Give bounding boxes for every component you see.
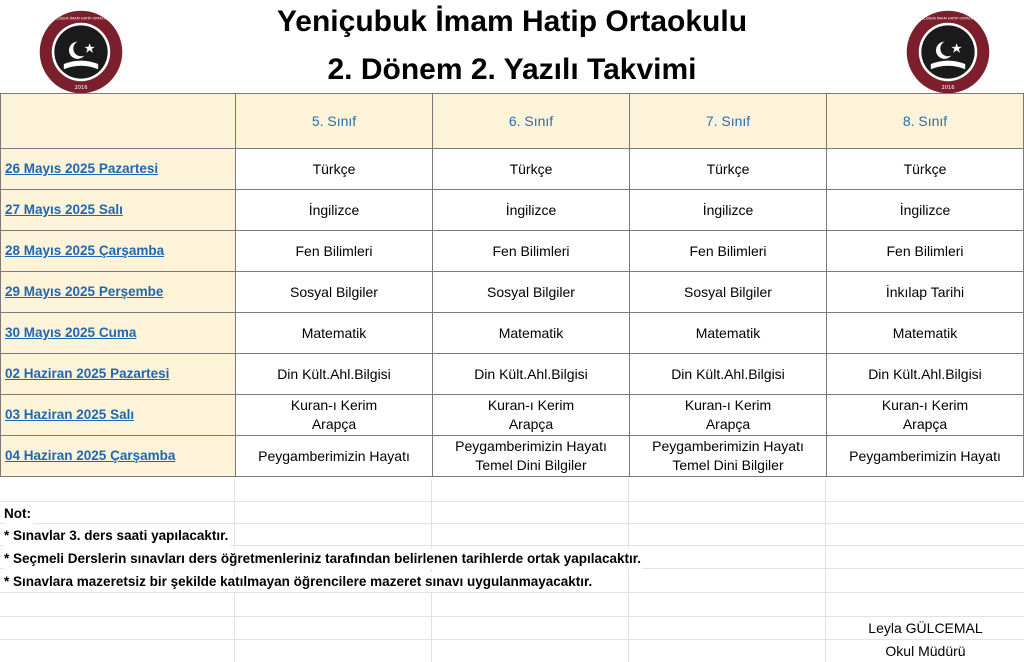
subject-name: Sosyal Bilgiler (487, 284, 575, 300)
subject-name: Fen Bilimleri (295, 243, 373, 259)
table-header-row (1, 94, 1024, 149)
exam-subject-cell (827, 231, 1024, 272)
subject-name: Peygamberimizin Hayatı (652, 438, 804, 454)
logo-ring-text: YENİÇUBUK İMAM HATİP ORTAOKULU (47, 16, 115, 21)
exam-subject-cell (630, 190, 827, 231)
grid-line (0, 616, 1024, 617)
table-row (1, 272, 1024, 313)
signature-role: Okul Müdürü (827, 641, 1024, 661)
note-item-2: * Seçmeli Derslerin sınavları ders öğretmenleriniz tarafından belirlenen tarihlerde ortak yapılacaktır. (4, 549, 643, 569)
subject-name: Temel Dini Bilgiler (475, 457, 587, 473)
exam-date-link[interactable]: 03 Haziran 2025 Salı (1, 395, 236, 436)
exam-subject-cell (827, 190, 1024, 231)
exam-subject-cell (827, 149, 1024, 190)
exam-subject-cell (433, 354, 630, 395)
exam-subject-cell (630, 313, 827, 354)
subject-name: Arapça (311, 416, 357, 432)
exam-subject-cell (236, 149, 433, 190)
exam-date-link[interactable]: 26 Mayıs 2025 Pazartesi (1, 149, 236, 190)
exam-subject-cell (630, 395, 827, 436)
note-item-3: * Sınavlara mazeretsiz bir şekilde katılmayan öğrencilere mazeret sınavı uygulanmayacaktır. (4, 572, 594, 592)
subject-name: Türkçe (903, 161, 947, 177)
subject-name: Matematik (498, 325, 564, 341)
subject-name: Peygamberimizin Hayatı (849, 448, 1001, 464)
page-subtitle: 2. Dönem 2. Yazılı Takvimi (327, 53, 697, 86)
subject-name: Temel Dini Bilgiler (672, 457, 784, 473)
table-row (1, 313, 1024, 354)
grade-header-7: 7. Sınıf (630, 94, 827, 149)
page-title: Yeniçubuk İmam Hatip Ortaokulu (276, 5, 748, 38)
subject-name: İngilizce (505, 202, 557, 218)
exam-subject-cell (236, 272, 433, 313)
table-row (1, 149, 1024, 190)
grid-line (234, 479, 235, 662)
subject-name: Türkçe (706, 161, 750, 177)
exam-subject-cell (827, 354, 1024, 395)
exam-date-link[interactable]: 28 Mayıs 2025 Çarşamba (1, 231, 236, 272)
grid-line (628, 479, 629, 662)
exam-date-link[interactable]: 30 Mayıs 2025 Cuma (1, 313, 236, 354)
exam-subject-cell (827, 313, 1024, 354)
table-row (1, 190, 1024, 231)
exam-subject-cell (236, 231, 433, 272)
exam-subject-cell (236, 190, 433, 231)
document-header (0, 0, 1024, 94)
exam-subject-cell (433, 190, 630, 231)
exam-subject-cell (827, 395, 1024, 436)
exam-subject-cell (236, 354, 433, 395)
subject-name: Matematik (892, 325, 958, 341)
exam-subject-cell (827, 436, 1024, 477)
subject-name: Türkçe (312, 161, 356, 177)
logo-year-text: 2016 (74, 84, 88, 91)
exam-subject-cell (433, 149, 630, 190)
grid-line (0, 501, 1024, 502)
exam-date-link[interactable]: 02 Haziran 2025 Pazartesi (1, 354, 236, 395)
exam-subject-cell (236, 395, 433, 436)
exam-subject-cell (630, 231, 827, 272)
note-item-1: * Sınavlar 3. ders saati yapılacaktır. (4, 526, 230, 546)
grid-line (0, 523, 1024, 524)
exam-subject-cell (433, 272, 630, 313)
exam-subject-cell (433, 436, 630, 477)
subject-name: Kuran-ı Kerim (881, 397, 969, 413)
subject-name: Fen Bilimleri (886, 243, 964, 259)
exam-subject-cell (236, 313, 433, 354)
signature-name: Leyla GÜLCEMAL (827, 618, 1024, 638)
exam-subject-cell (630, 149, 827, 190)
exam-subject-cell (827, 272, 1024, 313)
exam-date-link[interactable]: 29 Mayıs 2025 Perşembe (1, 272, 236, 313)
logo-year-text: 2016 (941, 84, 955, 91)
exam-subject-cell (236, 436, 433, 477)
notes-section (0, 479, 1024, 662)
subject-name: İnkılap Tarihi (885, 284, 965, 300)
subject-name: Arapça (705, 416, 751, 432)
subject-name: Fen Bilimleri (689, 243, 767, 259)
exam-schedule-table (0, 93, 1024, 477)
subject-name: Kuran-ı Kerim (487, 397, 575, 413)
subject-name: Sosyal Bilgiler (290, 284, 378, 300)
table-row (1, 436, 1024, 477)
grade-header-8: 8. Sınıf (827, 94, 1024, 149)
grid-line (431, 479, 432, 662)
subject-name: Din Kült.Ahl.Bilgisi (277, 366, 391, 382)
exam-date-link[interactable]: 04 Haziran 2025 Çarşamba (1, 436, 236, 477)
exam-subject-cell (433, 231, 630, 272)
subject-name: Matematik (695, 325, 761, 341)
grid-line (825, 479, 826, 662)
subject-name: İngilizce (899, 202, 951, 218)
table-row (1, 231, 1024, 272)
school-logo-right (905, 9, 991, 95)
grade-header-5: 5. Sınıf (236, 94, 433, 149)
exam-subject-cell (630, 436, 827, 477)
subject-name: Sosyal Bilgiler (684, 284, 772, 300)
subject-name: Din Kült.Ahl.Bilgisi (868, 366, 982, 382)
grid-line (0, 592, 1024, 593)
exam-subject-cell (433, 395, 630, 436)
subject-name: Fen Bilimleri (492, 243, 570, 259)
logo-ring-text: YENİÇUBUK İMAM HATİP ORTAOKULU (914, 16, 982, 21)
exam-date-link[interactable]: 27 Mayıs 2025 Salı (1, 190, 236, 231)
exam-subject-cell (630, 354, 827, 395)
subject-name: Matematik (301, 325, 367, 341)
subject-name: Arapça (902, 416, 948, 432)
subject-name: Arapça (508, 416, 554, 432)
subject-name: Peygamberimizin Hayatı (258, 448, 410, 464)
subject-name: Peygamberimizin Hayatı (455, 438, 607, 454)
subject-name: Din Kült.Ahl.Bilgisi (474, 366, 588, 382)
exam-subject-cell (433, 313, 630, 354)
subject-name: Kuran-ı Kerim (684, 397, 772, 413)
table-row (1, 395, 1024, 436)
exam-subject-cell (630, 272, 827, 313)
subject-name: Kuran-ı Kerim (290, 397, 378, 413)
grid-line (0, 639, 1024, 640)
subject-name: Türkçe (509, 161, 553, 177)
table-corner-cell (1, 94, 236, 149)
notes-heading: Not: (4, 504, 33, 524)
grade-header-6: 6. Sınıf (433, 94, 630, 149)
subject-name: İngilizce (308, 202, 360, 218)
table-row (1, 354, 1024, 395)
subject-name: İngilizce (702, 202, 754, 218)
subject-name: Din Kült.Ahl.Bilgisi (671, 366, 785, 382)
